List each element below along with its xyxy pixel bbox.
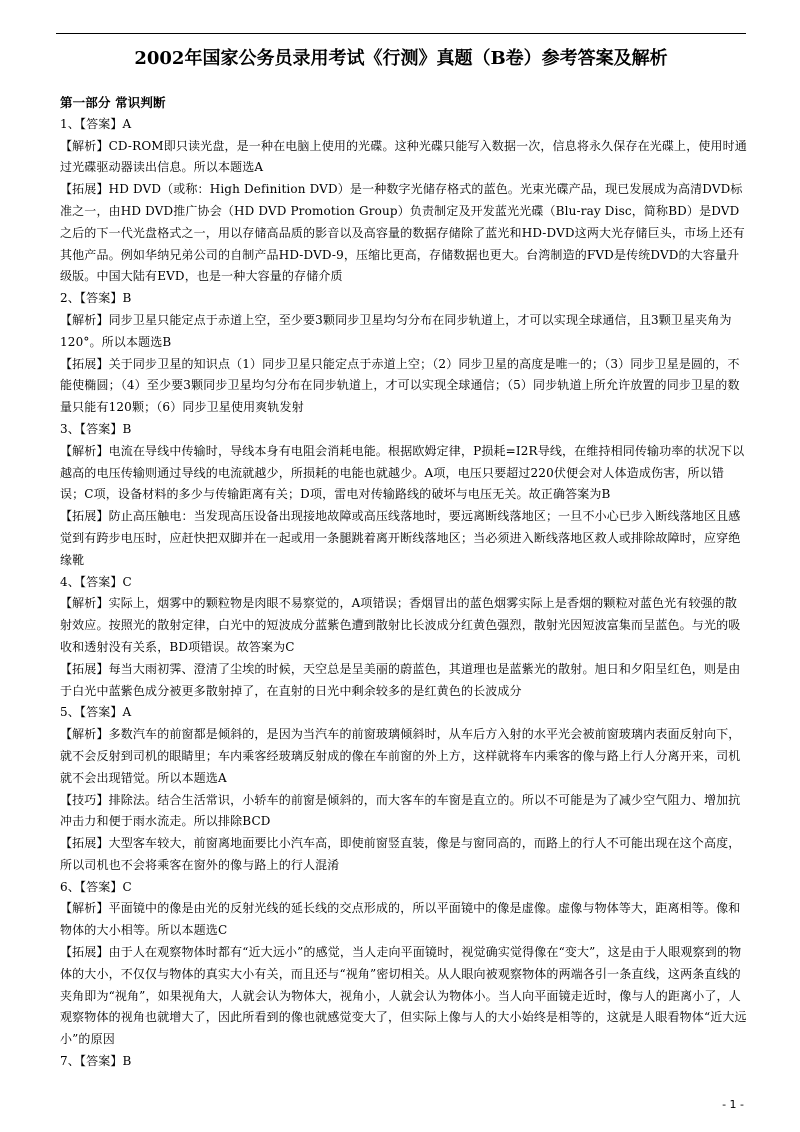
answer-line: 3、【答案】B	[60, 421, 132, 436]
page-number: - 1 -	[722, 1098, 744, 1111]
answer-line: 6、【答案】C	[60, 879, 132, 894]
explanation-paragraph: 【拓展】关于同步卫星的知识点（1）同步卫星只能定点于赤道上空；（2）同步卫星的高度是唯一的；（3）同步卫星是圆的，不能使椭圆；（4）至少要3颗同步卫星均匀分布在同步轨道上，才可以实现全球通信；（5）同步轨道上所允许放置的同步卫星的数量只能有120颗；（6）同步卫星使用爽轨发射	[60, 356, 740, 415]
section-heading: 第一部分 常识判断	[60, 95, 166, 110]
answer-line: 2、【答案】B	[60, 291, 132, 306]
explanation-paragraph: 【技巧】排除法。结合生活常识，小轿车的前窗是倾斜的，而大客车的车窗是直立的。所以不可能是为了减少空气阻力、增加抗冲击力和便于雨水流走。所以排除BCD	[60, 792, 741, 829]
explanation-paragraph: 【解析】电流在导线中传输时，导线本身有电阻会消耗电能。根据欧姆定律，P损耗=I2R导线，在维持相同传输功率的状况下以越高的电压传输则通过导线的电流就越少，所损耗的电能也就越少。A项，电压只要超过220伏便会对人体造成伤害，所以错误；C项，设备材料的多少与传输距离有关；D项，雷电对传输路线的破坏与电压无关。故正确答案为B	[60, 443, 745, 502]
answer-line: 5、【答案】A	[60, 705, 132, 720]
document-body	[60, 92, 748, 1073]
question-list	[60, 114, 748, 1073]
answer-line: 7、【答案】B	[60, 1054, 132, 1069]
explanation-paragraph: 【解析】CD-ROM即只读光盘，是一种在电脑上使用的光碟。这种光碟只能写入数据一次，信息将永久保存在光碟上，使用时通过光碟驱动器读出信息。所以本题选A	[60, 138, 747, 175]
explanation-paragraph: 【解析】平面镜中的像是由光的反射光线的延长线的交点形成的，所以平面镜中的像是虚像。虚像与物体等大，距离相等。像和物体的大小相等。所以本题选C	[60, 901, 741, 938]
explanation-paragraph: 【解析】实际上，烟雾中的颗粒物是肉眼不易察觉的，A项错误；香烟冒出的蓝色烟雾实际上是香烟的颗粒对蓝色光有较强的散射效应。按照光的散射定律，白光中的短波成分蓝紫色遭到散射比长波成分红黄色强烈，散射光因短波富集而呈蓝色。与光的吸收和透射没有关系，BD项错误。故答案为C	[60, 596, 741, 654]
answer-line: 1、【答案】A	[60, 116, 132, 131]
page-title: 2002年国家公务员录用考试《行测》真题（B卷）参考答案及解析	[134, 48, 668, 69]
answer-line: 4、【答案】C	[60, 574, 132, 589]
explanation-paragraph: 【拓展】防止高压触电：当发现高压设备出现接地故障或高压线落地时，要远离断线落地区；一旦不小心已步入断线落地区且感觉到有跨步电压时，应赶快把双脚并在一起或用一条腿跳着离开断线落地区；当必须进入断线落地区救人或排除故障时，应穿绝缘靴	[60, 509, 741, 567]
explanation-paragraph: 【解析】同步卫星只能定点于赤道上空，至少要3颗同步卫星均匀分布在同步轨道上，才可以实现全球通信，且3颗卫星夹角为120°。所以本题选B	[60, 312, 732, 349]
explanation-paragraph: 【拓展】由于人在观察物体时都有“近大远小”的感觉，当人走向平面镜时，视觉确实觉得像在“变大”，这是由于人眼观察到的物体的大小，不仅仅与物体的真实大小有关，而且还与“视角”密切相关。从人眼向被观察物体的两端各引一条直线，这两条直线的夹角即为“视角”，如果视角大，人就会认为物体大，视角小，人就会认为物体小。当人向平面镜走近时，像与人的距离小了，人观察物体的视角也就增大了，因此所看到的像也就感觉变大了，但实际上像与人的大小始终是相等的，这就是人眼看物体“近大远小”的原因	[60, 945, 747, 1047]
explanation-paragraph: 【拓展】每当大雨初霁、澄清了尘埃的时候，天空总是呈美丽的蔚蓝色，其道理也是蓝紫光的散射。旭日和夕阳呈红色，则是由于白光中蓝紫色成分被更多散射掉了，在直射的日光中剩余较多的是红黄色的长波成分	[60, 661, 741, 698]
explanation-paragraph: 【解析】多数汽车的前窗都是倾斜的，是因为当汽车的前窗玻璃倾斜时，从车后方入射的水平光会被前窗玻璃内表面反射向下，就不会反射到司机的眼睛里；车内乘客经玻璃反射成的像在车前窗的外上方，这样就将车内乘客的像与路上行人分离开来，司机就不会出现错觉。所以本题选A	[60, 727, 741, 785]
explanation-paragraph: 【拓展】HD DVD（或称：High Definition DVD）是一种数字光储存格式的蓝色。光束光碟产品，现已发展成为高清DVD标准之一，由HD DVD推广协会（HD DVD Promotion Group）负责制定及开发蓝光光碟（Blu-ray Disc，简称BD）是DVD之后的下一代光盘格式之一，用以存储高品质的影音以及高容量的数据存储除了蓝光和HD-DVD这两大光存储巨头，市场上还有其他产品。例如华纳兄弟公司的自制产品HD-DVD-9，压缩比更高，存储数据也更大。台湾制造的FVD是传统DVD的大容量升级版。中国大陆有EVD，也是一种大容量的存储介质	[60, 182, 745, 284]
header-rule	[56, 33, 746, 34]
explanation-paragraph: 【拓展】大型客车较大，前窗离地面要比小汽车高，即使前窗竖直装，像是与窗同高的，而路上的行人不可能出现在这个高度，所以司机也不会将乘客在窗外的像与路上的行人混淆	[60, 836, 741, 872]
